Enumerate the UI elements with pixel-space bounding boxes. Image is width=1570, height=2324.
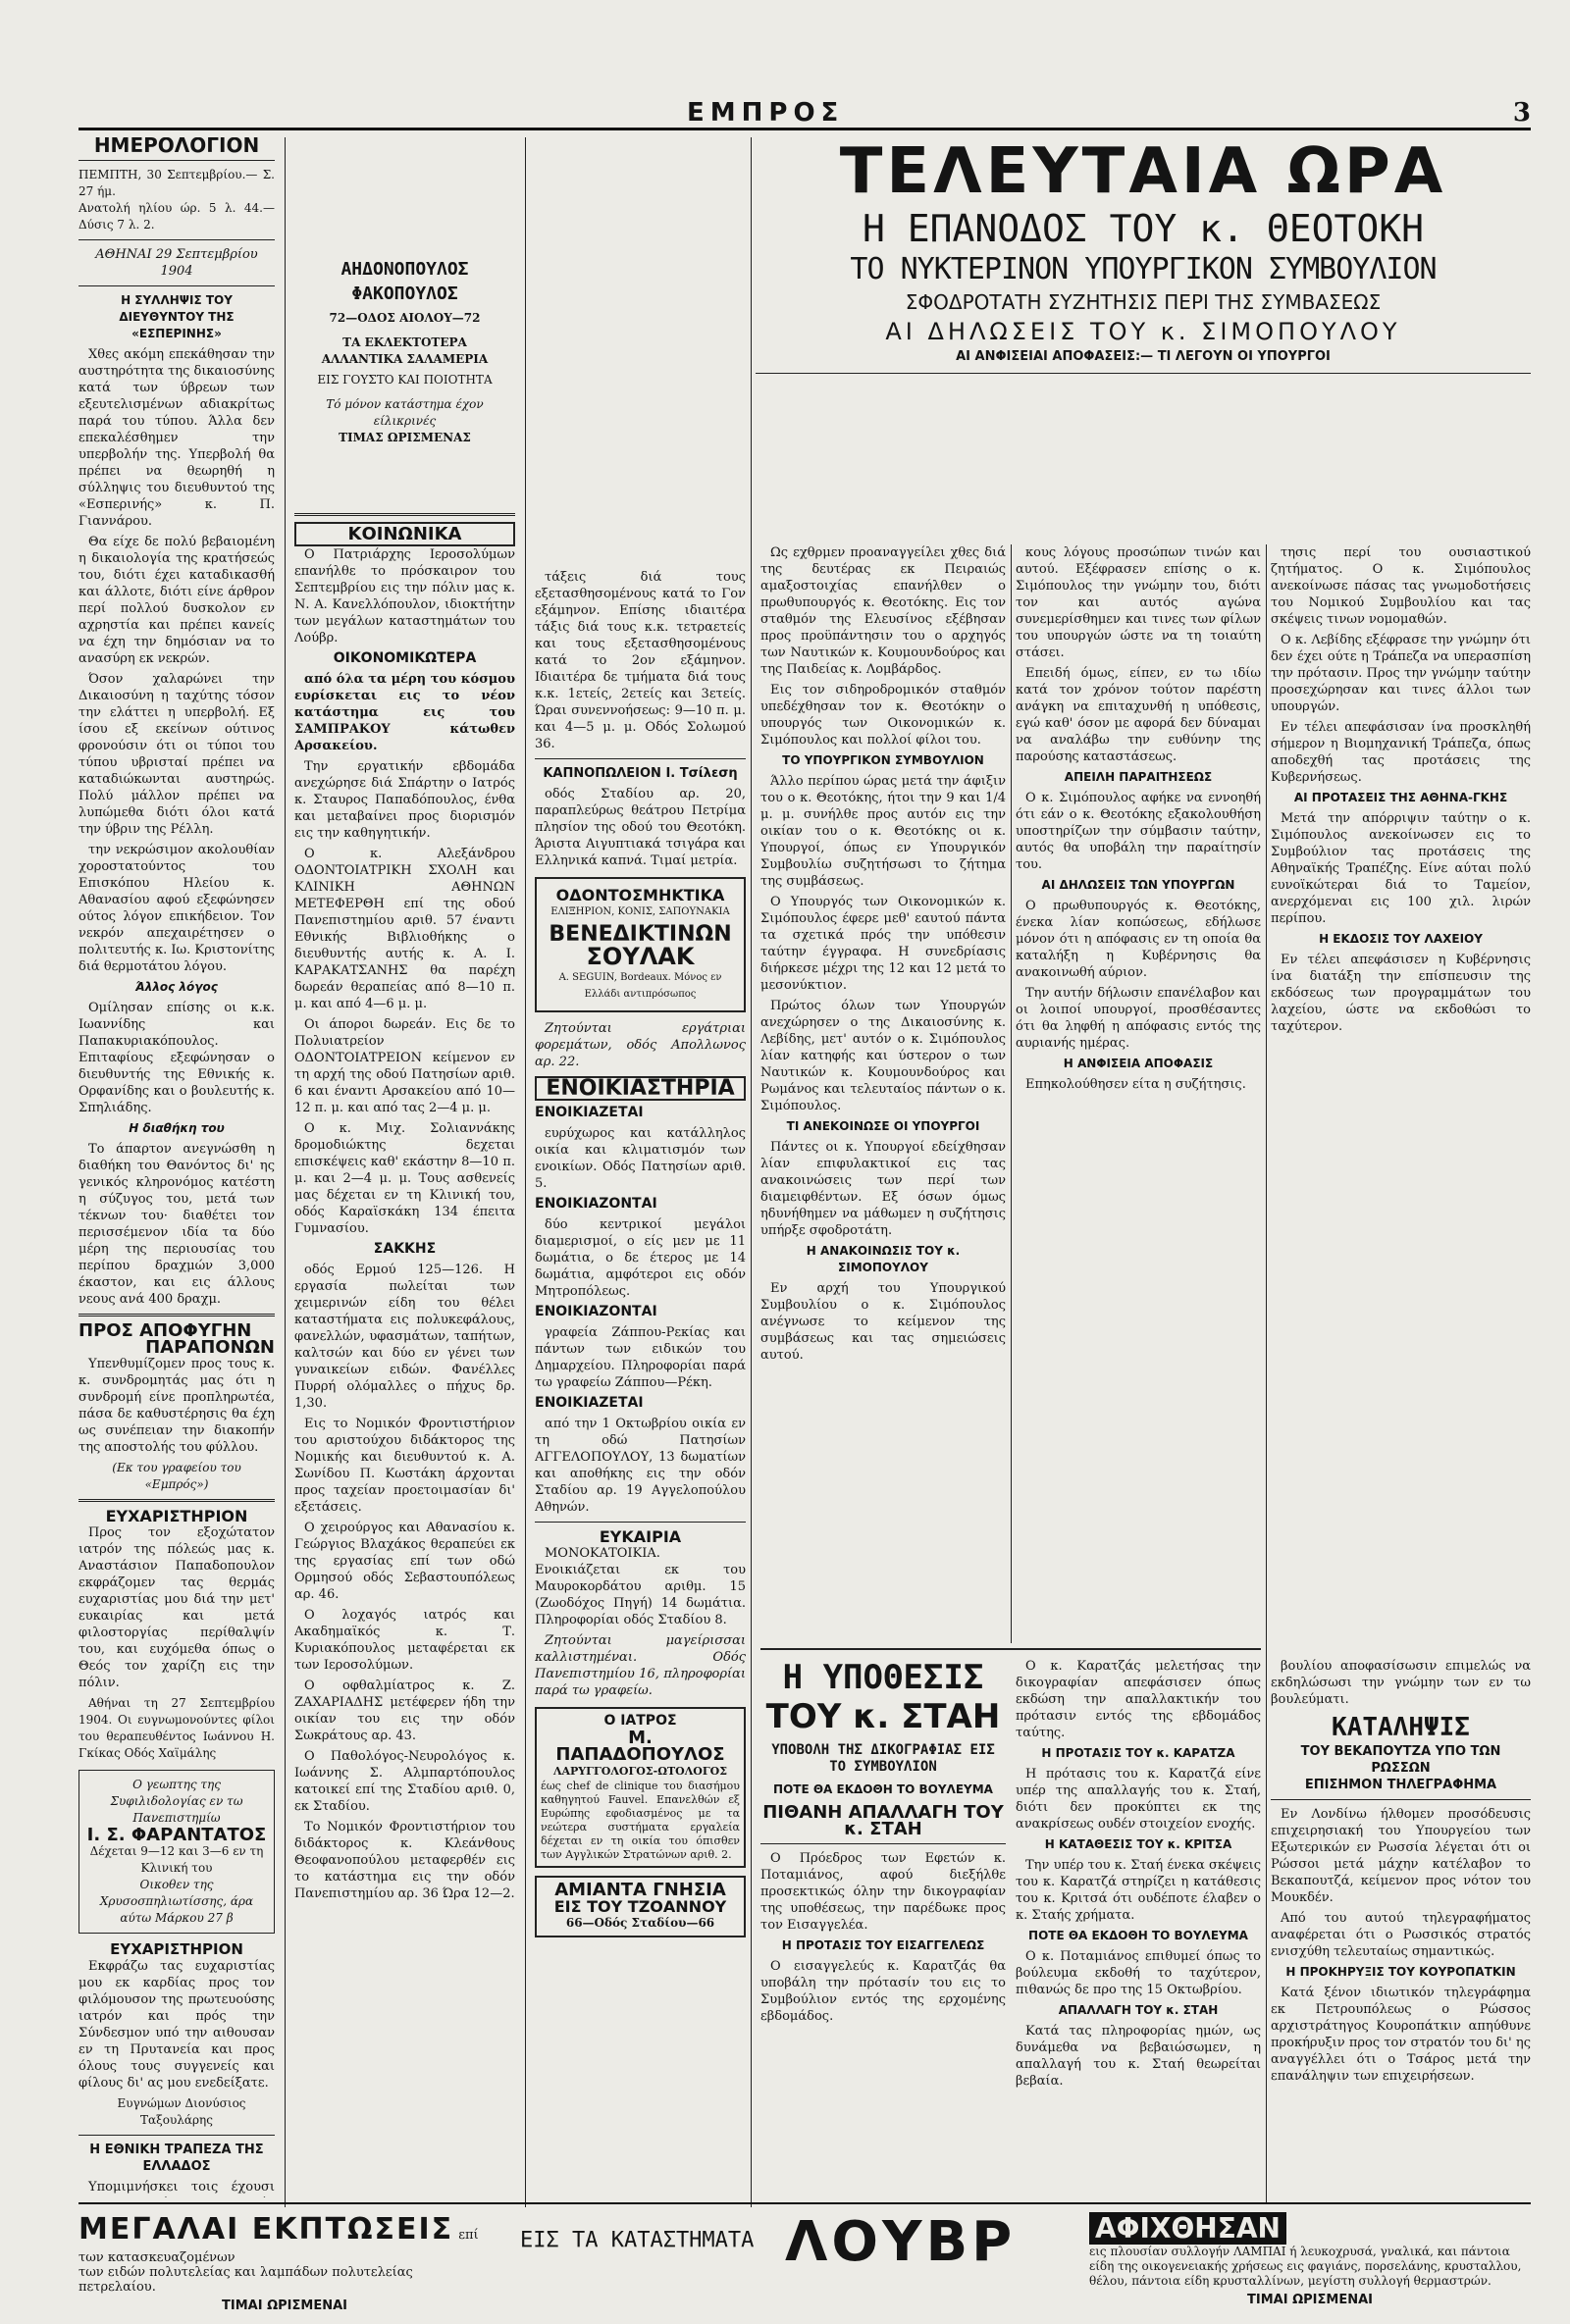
shop-line: ΤΑ ΕΚΛΕΚΤΟΤΕΡΑ ΑΛΛΑΝΤΙΚΑ ΣΑΛΑΜΕΡΙΑ	[321, 336, 489, 366]
article-1-p1: Χθες ακόμη επεκάθησαν την αυστηρότητα της δικαιοσύνης κατά των ύβρεων των εξευτελισμένων αδιακρίτως παρά του τύπου. Άλλα δεν επεκαλέσθημεν την υπερβολήν της. Υπερβολή θα πρέπει να θεωρηθή η σύλληψις του διευθυντού της «Εσπερινής» κ. Π. Γιαννάρου.	[78, 347, 275, 529]
r1-sub-3: Η ΑΝΑΚΟΙΝΩΣΙΣ ΤΟΥ κ. ΣΙΜΟΠΟΥΛΟΥ	[806, 1244, 961, 1274]
iatros-ad	[535, 1707, 746, 1868]
shop-price: ΤΙΜΑΣ ΩΡΙΣΜΕΝΑΣ	[339, 431, 471, 444]
koinonika-11: Ο οφθαλμίατρος κ. Ζ. ΖΑΧΑΡΙΑΔΗΣ μετέφερεν ήδη την οικίαν του εις την οδόν Σωκράτους αρ. 43.	[294, 1678, 515, 1743]
r3-p1: τησις περί του ουσιαστικού ζητήματος. Ο κ. Σιμόπουλος ανεκοίνωσε πάσας τας γνωμοδοτήσεις του Νομικού Συμβουλίου και τας σκέψεις τινων νομομαθών.	[1271, 545, 1531, 627]
stah-title-1: Η ΥΠΟΘΕΣΙΣ	[782, 1658, 984, 1697]
last-hour-header	[756, 137, 1531, 380]
stah-title-2: ΤΟΥ κ. ΣΤΑΗ	[765, 1697, 1001, 1736]
t2-p5: Κατά τας πληροφορίας ημών, ως δυνάμεθα να βεβαιώσωμεν, η απαλλαγή του κ. Σταή θεωρείται βεβαία.	[1016, 2024, 1261, 2089]
eucharistirion-2-sign: Ευγνώμων Διονύσιος Ταξουλάρης	[117, 2096, 246, 2127]
shop-sign-1: ΑΗΔΟΝΟΠΟΥΛΟΣ	[340, 259, 469, 280]
koinonika-3: Την εργατικήν εβδομάδα ανεχώρησε διά Σπάρτην ο Ιατρός κ. Σταυρος Παπαδόπουλος, ένθα και μεταβαίνει προς διορισμόν εις την καθηγητικήν.	[294, 759, 515, 841]
ekptoseis-side: επί των κατασκευαζομένων	[78, 2228, 479, 2265]
r1-p6: Πάντες οι κ. Υπουργοί εδείχθησαν λίαν επιφυλακτικοί εις τας ανακοινώσεις των περί των διαμειφθέντων. Εξ όσων όμως ηδυνήθημεν να μάθωμεν η συζήτησις υπήρξε σφοδροτάτη.	[760, 1140, 1006, 1238]
koinonika-12: Ο Παθολόγος-Νευρολόγος κ. Ιωάννης Σ. Αλμπαρτόπουλος κατοικεί επί της Σταδίου αριθ. 0, εκ Σταδίου.	[294, 1749, 515, 1814]
stah-column-1	[760, 1658, 1006, 2197]
shop-sign-2: ΦΑΚΟΠΟΥΛΟΣ	[351, 284, 458, 304]
enoikiastiria-2-body: δύο κεντρικοί μεγάλοι διαμερισμοί, ο είς μεν με 11 δωμάτια, ο δε έτερος με 14 δωμάτια, αμφότεροι εις οδόν Μητροπόλεως.	[535, 1217, 746, 1299]
koinonika-title: ΚΟΙΝΩΝΙΚΑ	[294, 522, 515, 546]
stah-p1: Ο Πρόεδρος των Εφετών κ. Ποταμιάνος, αφού διεξήλθε προσεκτικώς όλην την δικογραφίαν της υποθέσεως, την παρέδωκε προς τον Εισαγγελέα.	[760, 1851, 1006, 1933]
shop-address: 72—ΟΔΟΣ ΑΙΟΛΟΥ—72	[329, 311, 481, 325]
katalipsis-sub-2: ΕΠΙΣΗΜΟΝ ΤΗΛΕΓΡΑΦΗΜΑ	[1304, 1778, 1497, 1792]
headline-teleutaia-ora: ΤΕΛΕΥΤΑΙΑ ΩΡΑ	[839, 135, 1447, 208]
headline-syzitisis: ΣΦΟΔΡΟΤΑΤΗ ΣΥΖΗΤΗΣΙΣ ΠΕΡΙ ΤΗΣ ΣΥΜΒΑΣΕΩΣ	[905, 290, 1382, 314]
article-1-p2: Θα είχε δε πολύ βεβαιομένη η δικαιολογία της κρατήσεώς του, διότι έχει καταδικασθή και άλλοτε, διότι είνε άρθρον περί πολλού δυσκολον εν αχρηστία και πρέπει κανείς να έχη την δημόσιαν να το ανασύρη εκ νεκρών.	[78, 535, 275, 666]
r1-p4: Ο Υπουργός των Οικονομικών κ. Σιμόπουλος έφερε μεθ' εαυτού πάντα τα σχετικά πρός την υπόθεσιν ταύτην έγγραφα. Η συνεδρίασις διήρκεσε μέχρι της 12 και 12 μετά το μεσονύκτιον.	[760, 895, 1006, 993]
farantatos-hours: Δέχεται 9—12 και 3—6 εν τη Κλινική του	[89, 1844, 264, 1875]
shop-note: Τό μόνον κατάστημα έχον είλικρινές	[326, 397, 484, 428]
t3-p2: Εν Λονδίνω ήλθομεν προσόδευσις επιχειρησιακή του Υπουργείου των Εξωτερικών εν Ρωσσία λέγεται ότι οι Ρώσσοι μετά μάχην κατέλαβον το Βεκαπουτζά, κείμενον προς νότον του Μουκδέν.	[1271, 1807, 1531, 1905]
koinonika-4: Ο κ. Αλεξάνδρου ΟΔΟΝΤΟΙΑΤΡΙΚΗ ΣΧΟΛΗ και ΚΛΙΝΙΚΗ ΑΘΗΝΩΝ ΜΕΤΕΦΕΡΘΗ επί της οδού Πανεπιστημίου αριθ. 57 έναντι Εθνικής Βιβλιοθήκης ο διευθυντής αυτής κ. Α. Ι. ΚΑΡΑΚΑΤΣΑΝΗΣ θα παρέχη δωρεάν θεραπείας από 8—10 π. μ. και από 4—6 μ. μ.	[294, 847, 515, 1011]
headline-apofaseis: ΑΙ ΑΝΦΙΣΕΙΑΙ ΑΠΟΦΑΣΕΙΣ:— ΤΙ ΛΕΓΟΥΝ ΟΙ ΥΠΟΥΡΓΟΙ	[956, 349, 1331, 364]
article-1-title: Η ΣΥΛΛΗΨΙΣ ΤΟΥ ΔΙΕΥΘΥΝΤΟΥ ΤΗΣ «ΕΣΠΕΡΙΝΗΣ»	[119, 293, 235, 340]
amianta-address: 66—Οδός Σταδίου—66	[565, 1916, 715, 1930]
r2-p3: Ο κ. Σιμόπουλος αφήκε να εννοηθή ότι εάν ο κ. Θεοτόκης εξακολουθήση υποστηρίζων την σύμβασιν ταύτην, αυτός θα υποβάλη την παραίτησίν του.	[1016, 791, 1261, 872]
headline-symvoulion: ΤΟ ΝΥΚΤΕΡΙΝΟΝ ΥΠΟΥΡΓΙΚΟΝ ΣΥΜΒΟΥΛΙΟΝ	[850, 252, 1437, 286]
koinonika-6: Ο κ. Μιχ. Σολιαννάκης δρομοδιώκτης δεχεται επισκέψεις καθ' εκάστην 8—10 π. μ. και 2—4 μ. μ. Τους ασθενείς μας δέχεται εν τη Κλινική του, οδός Καραϊσκάκη 134 έπειτα Γυμνασίου.	[294, 1121, 515, 1236]
paraponon-body: Υπενθυμίζομεν προς τους κ. κ. συνδρομητάς μας ότι η συνδρομή είνε προπληρωτέα, πάσα δε καθυστέρησις θα έχη ως συνέπειαν την διακοπήν της αποστολής του φύλλου.	[78, 1357, 275, 1455]
koinonika-7: οδός Ερμού 125—126. Η εργασία πωλείται των χειμερινών είδη του θέλει καταστήματα εις πολυκεφάλους, φανελλών, υφασμάτων, ταπήτων, καλτσών και δύο εν γένει των γυναικείων ειδών. Φανέλλες Πυρρή ολόμαλλες ο πήχυς δρ. 1,30.	[294, 1263, 515, 1411]
koinonika-5: Οι άποροι δωρεάν. Εις δε το Πολυιατρείον ΟΔΟΝΤΟΙΑΤΡΕΙΟΝ κείμενον εν τη αρχή της οδού Πατησίων αριθ. 6 και έναντι Αρσακείου από 10—12 π. μ. και από τας 2—4 μ. μ.	[294, 1017, 515, 1115]
louvre-ad	[520, 2210, 1070, 2274]
city-date: ΑΘΗΝΑΙ 29 Σεπτεμβρίου 1904	[95, 247, 258, 279]
headline-epanodos: Η ΕΠΑΝΟΔΟΣ ΤΟΥ κ. ΘΕΟΤΟΚΗ	[863, 207, 1424, 250]
eukairia-title: ΕΥΚΑΙΡΙΑ	[599, 1527, 682, 1546]
prosapofygin-title: ΠΡΟΣ ΑΠΟΦΥΓΗΝ	[78, 1320, 252, 1341]
iatros-name: Μ. ΠΑΠΑΔΟΠΟΥΛΟΣ	[555, 1728, 725, 1765]
afichthisan-price: ΤΙΜΑΙ ΩΡΙΣΜΕΝΑΙ	[1247, 2293, 1373, 2307]
dental-ad-title: ΟΔΟΝΤΟΣΜΗΚΤΙΚΑ	[555, 886, 725, 904]
afichthisan-ad	[1089, 2212, 1531, 2307]
t3-p3: Από του αυτού τηλεγραφήματος αναφέρεται ότι ο Ρωσσικός στρατός ενισχύθη τελευταίως σημαντικώς.	[1271, 1911, 1531, 1959]
r1-p2: Εις τον σιδηροδρομικόν σταθμόν υπεδέχθησαν τον κ. Θεοτόκην ο υπουργός των Οικονομικών κ. Σιμόπουλος και πολλοί φίλοι του.	[760, 683, 1006, 748]
r3-p5: Εν τέλει απεφάσισεν η Κυβέρνησις ίνα διατάξη την επίσπευσιν της εκδόσεως των προγραμμάτων του λαχείου, ώστε να εκδοθώσι το ταχύτερον.	[1271, 953, 1531, 1034]
iatros-spec: ΛΑΡΥΓΓΟΛΟΓΟΣ-ΩΤΟΛΟΓΟΣ	[552, 1765, 728, 1778]
louvre-pre: ΕΙΣ ΤΑ ΚΑΤΑΣΤΗΜΑΤΑ	[520, 2228, 755, 2252]
headline-diloseis: ΑΙ ΔΗΛΩΣΕΙΣ ΤΟΥ κ. ΣΙΜΟΠΟΥΛΟΥ	[885, 318, 1401, 345]
r2-p4: Ο πρωθυπουργός κ. Θεοτόκης, ένεκα λίαν κοπώσεως, εδήλωσε μόνον ότι η απόφασις εν τη οποία θα καταλήξη η Κυβέρνησις θα ανακοινωθή αύριον.	[1016, 899, 1261, 980]
r1-sub-2: ΤΙ ΑΝΕΚΟΙΝΩΣΕ ΟΙ ΥΠΟΥΡΓΟΙ	[786, 1119, 980, 1133]
stah-p2: Ο εισαγγελεύς κ. Καρατζάς θα υποβάλη την πρότασίν του εις το Συμβούλιον εντός της ερχομένης εβδομάδος.	[760, 1959, 1006, 2024]
date-line-1: ΠΕΜΠΤΗ, 30 Σεπτεμβρίου.— Σ. 27 ήμ.	[78, 168, 275, 198]
eukairia-body: ΜΟΝΟΚΑΤΟΙΚΙΑ. Ενοικιάζεται εκ του Μαυροκορδάτου αριθμ. 15 (Ζωοδόχος Πηγή) 14 δωμάτια. Πληροφορίαι οδός Σταδίου 8.	[535, 1546, 746, 1627]
eucharistirion-2-body: Εκφράζω τας ευχαριστίας μου εκ καρδίας προς τον φιλόμουσον της πρωτευούσης ιατρόν και πρός την Σύνδεσμον υπό την αιθουσαν εν τη Πρυτανεία και προς όλους τους συγγενείς και φίλους δι' ας μου ενεδείξατε.	[78, 1959, 275, 2091]
stah-column-3	[1271, 1658, 1531, 2197]
newspaper-title: ΕΜΠΡΟΣ	[687, 98, 845, 128]
afichthisan-body: εις πλουσίαν συλλογήν ΛΑΜΠΑΙ ή λευκοχρυσά, γναλικά, και πάντοια είδη της οικογενειακής χρήσεως εις φαγιάνς, πορσελάνης, κρυσταλλου, θέλου, πάντοια είδη κρυσταλλίνων, μεγίστη συλλογή θερμαστρών.	[1089, 2245, 1522, 2288]
enoikiastiria-title: ΕΝΟΙΚΙΑΣΤΗΡΙΑ	[535, 1076, 746, 1101]
page-number: 3	[1512, 98, 1531, 128]
dental-ad-small: A. SEGUIN, Bordeaux. Μόνος εν Ελλάδι αντιπρόσωπος	[558, 972, 722, 1000]
shop-ad	[294, 253, 515, 454]
t2-p1: Ο κ. Καρατζάς μελετήσας την δικογραφίαν απεφάσισεν όπως εκδώση την απαλλακτικήν του πρότασιν εντός της εβδομάδος ταύτης.	[1016, 1659, 1261, 1740]
right-rule-1	[1011, 544, 1012, 1643]
r3-sub-2: Η ΕΚΔΟΣΙΣ ΤΟΥ ΛΑΧΕΙΟΥ	[1319, 932, 1483, 946]
enoikiastiria-4-title: ΕΝΟΙΚΙΑΖΕΤΑΙ	[535, 1395, 644, 1411]
allos-logos-title: Άλλος λόγος	[135, 980, 218, 994]
t2-sub-1: Η ΠΡΟΤΑΣΙΣ ΤΟΥ κ. ΚΑΡΑΤΖΑ	[1041, 1746, 1235, 1760]
farantatos-intro: Ο γεωπτης της Συφιλιδολογίας εν τω Πανεπιστημίω	[110, 1778, 243, 1825]
eucharistirion-1-title: ΕΥΧΑΡΙΣΤΗΡΙΟΝ	[105, 1507, 248, 1525]
right-column-1	[760, 544, 1006, 1643]
article-1-p3: Όσον χαλαρώνει την Δικαιοσύνη η ταχύτης τόσον την ελάττει η υπερβολή. Εξ ίσου εξ εκείνων ούτινος φρονούσιν ότι οι τύποι του τύπου υβρισταί πρέπει να καταδιώκωνται αυστηρώς. Πολύ μάλλον πρέπει να λυπώμεθα διότι όλοι κατά την ύβριν της Ρέλλη.	[78, 672, 275, 837]
r3-sub-1: ΑΙ ΠΡΟΤΑΣΕΙΣ ΤΗΣ ΑΘΗΝΑ-ΓΚΗΣ	[1293, 791, 1508, 804]
eucharistirion-1-sign: Αθήναι τη 27 Σεπτεμβρίου 1904. Οι ευγνωμονούντες φίλοι του θεραπευθέντος Ιωάννου Η. Γκίκας Οδός Χαϊμάλης	[78, 1696, 275, 1760]
t2-p3: Την υπέρ του κ. Σταή ένεκα σκέψεις του κ. Καρατζά στηρίζει η κατάθεσις του κ. Κριτσά ότι ουδέποτε έλαβεν ο κ. Σταής χρήματα.	[1016, 1858, 1261, 1923]
amianta-title: ΑΜΙΑΝΤΑ ΓΝΗΣΙΑ	[554, 1880, 726, 1900]
dental-ad	[535, 877, 746, 1012]
dental-ad-brand-2: ΣΟΥΛΑΚ	[586, 943, 695, 970]
r1-p1: Ως εχθρμεν προαναγγείλει χθες διά της δευτέρας εκ Πειραιώς αμαξοστοιχίας επανήλθεν ο πρωθυπουργός κ. Θεοτόκης. Εις τον σταθμόν της Ελευσίνος εξέβησαν προς προϋπάντησιν του ο αρχηγός των Ναυτικών κ. Κουμουνδούρος και της Παιδείας κ. Λομβάρδος.	[760, 545, 1006, 677]
paraponon-note: (Εκ του γραφείου του «Εμπρός»)	[112, 1461, 241, 1491]
louvre-title: ΛΟΥΒΡ	[785, 2210, 1017, 2274]
koinonika-8: Εις το Νομικόν Φροντιστήριον του αριστούχου διδάκτορος της Νομικής και διευθυντού κ. Α. Σωνίδου Π. Κωστάκη άρχονται προς ταχείαν προετοιμασίαν δι' εξετάσεις.	[294, 1417, 515, 1515]
stah-divider	[760, 1648, 1261, 1650]
t2-sub-4: ΑΠΑΛΛΑΓΗ ΤΟΥ κ. ΣΤΑΗ	[1058, 2003, 1219, 2017]
iatros-body: έως chef de clinique του διασήμου καθηγητού Fauvel. Επανελθών εξ Ευρώπης εφοδιασμένος με τα νεώτερα συστήματα εργαλεία δέχεται εν τη οικία του όπισθεν των Αγγλικών Στρατώνων αριθ. 2.	[541, 1780, 740, 1861]
column-rule-1	[285, 137, 286, 2207]
t2-p2: Η πρότασις του κ. Καρατζά είνε υπέρ της απαλλαγής του κ. Σταή, διότι δεν προκύπτει εκ της ανακρίσεως ουδέν στοιχείον ενοχής.	[1016, 1767, 1261, 1832]
afichthisan-title: ΑΦΙΧΘΗΣΑΝ	[1089, 2212, 1286, 2245]
column-rule-3	[751, 137, 752, 2207]
r3-p3: Εν τέλει απεφάσισαν ίνα προσκληθή σήμερον η Βιομηχανική Τράπεζα, όπως αποδεχθή τας προτάσεις της Κυβερνήσεως.	[1271, 720, 1531, 785]
r2-sub-3: Η ΑΝΦΙΣΕΙΑ ΑΠΟΦΑΣΙΣ	[1063, 1057, 1214, 1070]
katalipsis-sub: ΤΟΥ ΒΕΚΑΠΟΥΤΖΑ ΥΠΟ ΤΩΝ ΡΩΣΣΩΝ	[1300, 1744, 1501, 1776]
farantatos-ad	[78, 1770, 275, 1934]
r3-p4: Μετά την απόρριψιν ταύτην ο κ. Σιμόπουλος ανεκοίνωσεν εις το Συμβούλιον τας προτάσεις της Αθηναϊκής Τραπέζης. Είνε αύται πολύ ευνοϊκώτεραι διά το Ταμείον, ανερχόμεναι εις 100 χιλ. λιρών περίπου.	[1271, 811, 1531, 926]
enoikiastiria-1-body: ευρύχωρος και κατάλληλος οικία και κλιματισμόν των ενοικίων. Οδός Πατησίων αριθ. 5.	[535, 1126, 746, 1191]
r2-p1: κους λόγους προσώπων τινών και αυτού. Εξέφρασεν επίσης ο κ. Σιμόπουλος την γνώμην του, διότι τον και αυτός αγώνα συνεμερίσθημεν και τινες των φίλων του υπουργών ώστε να τη τοιαύτη στάσει.	[1016, 545, 1261, 660]
stah-column-2	[1016, 1658, 1261, 2197]
farantatos-address: Οικοθεν της Χρυσοσπηλιωτίσσης, άρα αύτω Μάρκου 27 β	[99, 1878, 254, 1925]
stah-sub-3: ΠΙΘΑΝΗ ΑΠΑΛΛΑΓΗ ΤΟΥ κ. ΣΤΑΗ	[762, 1802, 1004, 1839]
column-3-p1: τάξεις διά τους εξετασθησομένους κατά το Γον εξάμηνον. Επίσης ιδιαιτέρα τάξις διά τους κ.κ. τετραετείς και τους εξετασθησομένους κατά το 2ον εξάμηνον. Ιδιαιτέρα δε τμήματα διά τους κ.κ. 1ετείς, 2ετείς και 3ετείς. Ώραι συνεννοήσεως: 9—10 π. μ. και 4—5 μ. μ. Οδός Σολωμού 36.	[535, 570, 746, 751]
stah-p-sub-1: Η ΠΡΟΤΑΣΙΣ ΤΟΥ ΕΙΣΑΓΓΕΛΕΩΣ	[781, 1938, 985, 1952]
shop-line-2: ΕΙΣ ΓΟΥΣΤΟ ΚΑΙ ΠΟΙΟΤΗΤΑ	[317, 373, 493, 387]
amianta-sub: ΕΙΣ ΤΟΥ ΤΖΟΑΝΝΟΥ	[553, 1897, 727, 1916]
iatros-title: Ο ΙΑΤΡΟΣ	[603, 1713, 677, 1729]
ekptoseis-price: ΤΙΜΑΙ ΩΡΙΣΜΕΝΑΙ	[222, 2298, 347, 2313]
eucharistirion-1-body: Προς τον εξοχώτατον ιατρόν της πόλεώς μας κ. Αναστάσιον Παπαδοπουλον εκφράζομεν τας θερμάς ευχαριστίας μου διά την μετ' ευκαιρίας και μετά φιλοστοργίας περίθαλψίν του, και ευχόμεθα όπως ο Θεός τον χαρίζη εις την πόλιν.	[78, 1525, 275, 1690]
koinonika-7-title: ΣΑΚΚΗΣ	[373, 1241, 437, 1257]
koinonika-2: από όλα τα μέρη του κόσμου ευρίσκεται εις το νέον κατάστημα εις του ΣΑΜΠΡΑΚΟΥ κάτωθεν Αρσακείου.	[294, 672, 515, 753]
t2-p4: Ο κ. Ποταμιάνος επιθυμεί όπως το βούλευμα εκδοθή το ταχύτερον, πιθανώς δε προ της 15 Οκτωβρίου.	[1016, 1949, 1261, 1997]
enoikiastiria-3-title: ΕΝΟΙΚΙΑΖΟΝΤΑΙ	[535, 1304, 657, 1319]
dental-ad-note: Ζητούνται εργάτριαι φορεμάτων, οδός Απολλωνος αρ. 22.	[535, 1021, 746, 1069]
kapnopoleion-title: ΚΑΠΝΟΠΩΛΕΙΟΝ Ι. Τσίλεση	[543, 766, 738, 781]
enoikiastiria-2-title: ΕΝΟΙΚΙΑΖΟΝΤΑΙ	[535, 1196, 657, 1212]
right-column-3	[1271, 544, 1531, 1643]
masthead	[78, 98, 1531, 130]
t2-sub-2: Η ΚΑΤΑΘΕΣΙΣ ΤΟΥ κ. ΚΡΙΤΣΑ	[1044, 1837, 1232, 1851]
dental-ad-brand: ΒΕΝΕΔΙΚΤΙΝΩΝ	[549, 922, 732, 947]
koinonika-2-title: ΟΙΚΟΝΟΜΙΚΩΤΕΡΑ	[333, 650, 477, 666]
date-line-2: Ανατολή ηλίου ώρ. 5 λ. 44.— Δύσις 7 λ. 2.	[78, 201, 275, 232]
koinonika-10: Ο λοχαγός ιατρός και Ακαδημαϊκός κ. Τ. Κυριακόπουλος μεταφέρεται εκ των Ιεροσολύμων.	[294, 1608, 515, 1673]
eukairia-note: Ζητούνται μαγείρισσαι καλλιστημέναι. Οδός Πανεπιστημίου 16, πληροφορίαι παρά τω γραφείω.	[535, 1633, 746, 1698]
column-1	[78, 137, 275, 2197]
r3-p2: Ο κ. Λεβίδης εξέφρασε την γνώμην ότι δεν έχει ούτε η Τράπεζα να υπερασπίση την πρότασιν. Προς την γνώμην ταύτην προσεχώρησαν και τινες άλλοι των υπουργών.	[1271, 633, 1531, 714]
t3-sub-1: Η ΠΡΟΚΗΡΥΞΙΣ ΤΟΥ ΚΟΥΡΟΠΑΤΚΙΝ	[1285, 1965, 1516, 1979]
r1-sub-1: ΤΟ ΥΠΟΥΡΓΙΚΟΝ ΣΥΜΒΟΥΛΙΟΝ	[782, 753, 984, 767]
r2-p2: Επειδή όμως, είπεν, εν τω ιδίω κατά τον χρόνον τούτον παρέστη ανάγκη να επιταχυνθή η υπόθεσις, εγώ καθ' όσον με αφορά δεν δύναμαι να αναλάβω την ευθύνην της παρούσης καταστάσεως.	[1016, 666, 1261, 764]
ekptoseis-ad	[78, 2212, 491, 2313]
ekptoseis-line: των ειδών πολυτελείας και λαμπάδων πολυτελείας πετρελαίου.	[78, 2265, 413, 2295]
koinonika-13: Το Νομικόν Φροντιστήριον του διδάκτορος κ. Κλεάνθους Θεοφανοπούλου μεταφερθέν εις το κατάστημα εις την οδόν Πανεπιστημίου αρ. 36 Ώρα 12—2.	[294, 1820, 515, 1901]
r2-p6: Επηκολούθησεν είτα η συζήτησις.	[1025, 1077, 1246, 1092]
column-3	[535, 137, 746, 2197]
right-rule-2	[1266, 544, 1267, 2202]
t2-sub-3: ΠΟΤΕ ΘΑ ΕΚΔΟΘΗ ΤΟ ΒΟΥΛΕΥΜΑ	[1028, 1929, 1248, 1942]
dental-ad-sub: ΕΛΙΞΗΡΙΟΝ, ΚΟΝΙΣ, ΣΑΠΟΥΝΑΚΙΑ	[550, 906, 730, 917]
bank-body: Υπομιμνήσκει τοις έχουσι	[88, 2180, 275, 2195]
amianta-ad	[535, 1876, 746, 1937]
r1-p5: Πρώτος όλων των Υπουργών ανεχώρησεν ο της Δικαιοσύνης κ. Λεβίδης, μετ' αυτόν ο κ. Σιμόπουλος λίαν κατηφής και ύστερον ο των Ναυτικών κ. Κουμουνδούρος και Ρωμάνος και τελευταίος πάντων ο κ. Σιμόπουλος.	[760, 999, 1006, 1113]
koinonika-1: Ο Πατριάρχης Ιεροσολύμων επανήλθε το πρόσκαιρον του Σεπτεμβρίου εις την πόλιν μας κ. Ν. Α. Κανελλόπουλον, ιδιοκτήτην των μεγάλων καταστημάτων του Λούβρ.	[294, 547, 515, 646]
diathiki-title: Η διαθήκη του	[129, 1121, 225, 1135]
r1-p3: Άλλο περίπου ώρας μετά την άφιξιν του ο κ. Θεοτόκης, ήτοι την 9 και 1/4 μ. μ. συνήλθε προς αυτόν εις την οικίαν του ο κ. Θεοτόκης οι κ. Υπουργοί, όπως εν Υπουργικόν Συμβουλίω συζητήσωσι το ζήτημα της συμβάσεως.	[760, 774, 1006, 889]
article-1-p4: την νεκρώσιμον ακολουθίαν χοροστατούντος του Επισκόπου Ηλείου κ. Αθανασίου αφού εξεφώνησεν ούτος λόγον επικήδειον. Τον νεκρόν απεχαιρέτησεν ο πολιτευτής κ. Ιω. Κριστονίτης διά θερμοτάτου λόγου.	[78, 843, 275, 974]
r2-sub-1: ΑΠΕΙΛΗ ΠΑΡΑΙΤΗΣΕΩΣ	[1064, 770, 1213, 784]
right-column-2	[1016, 544, 1261, 1643]
enoikiastiria-3-body: γραφεία Ζάππου-Ρεκίας και πάντων των ειδικών του Δημαρχείου. Πληροφορίαι παρά τω γραφείω Ζάππου—Ρέκη.	[535, 1325, 746, 1390]
koinonika-9: Ο χειρούργος και Αθανασίου κ. Γεώργιος Βλαχάκος θεραπεύει εκ της εργασίας επί των οδώ Ορμησού οδός Σεβαστουπόλεως αρ. 46.	[294, 1521, 515, 1602]
stah-sub-2: ΠΟΤΕ ΘΑ ΕΚΔΟΘΗ ΤΟ ΒΟΥΛΕΥΜΑ	[773, 1782, 993, 1796]
diathiki-body: Το άπαρτον ανεγνώσθη η διαθήκη του Θανόντος δι' ης γενικός κληρονόμος κατέστη η σύζυγος του, μετά των τέκνων του· διαθέτει τον περισσέμενον ιδία τα δύο μέρη της περιουσίας του περίπου δραχμών 3,000 έκαστον, και εις άλλους νεους ανά 400 δραχμ.	[78, 1142, 275, 1307]
r2-p5: Την αυτήν δήλωσιν επανέλαβον και οι λοιποί υπουργοί, προσθέσαντες ότι θα ληφθή η απόφασις εντός της αυριανής ημέρας.	[1016, 986, 1261, 1051]
farantatos-name: Ι. Σ. ΦΑΡΑΝΤΑΤΟΣ	[86, 1825, 267, 1845]
paraponon-title: ΠΑΡΑΠΟΝΩΝ	[145, 1337, 275, 1358]
bank-title: Η ΕΘΝΙΚΗ ΤΡΑΠΕΖΑ ΤΗΣ ΕΛΛΑΔΟΣ	[89, 2143, 264, 2174]
t3-p4: Κατά ξένον ιδιωτικόν τηλεγράφημα εκ Πετρουπόλεως ο Ρώσσος αρχιστράτηγος Κουροπάτκιν απηύθυνε προκήρυξιν προς τον στρατόν του δι' ης αναγγέλλει ότι ο Τσάρος μετά την επανάληψιν των επιχειρήσεων.	[1271, 1986, 1531, 2084]
column-2	[294, 137, 515, 2197]
stah-sub-1: ΥΠΟΒΟΛΗ ΤΗΣ ΔΙΚΟΓΡΑΦΙΑΣ ΕΙΣ ΤΟ ΣΥΜΒΟΥΛΙΟΝ	[771, 1742, 995, 1775]
column-rule-2	[525, 137, 526, 2207]
bottom-ads	[78, 2202, 1531, 2313]
ekptoseis-title: ΜΕΓΑΛΑΙ ΕΚΠΤΩΣΕΙΣ	[78, 2212, 454, 2247]
eucharistirion-2-title: ΕΥΧΑΡΙΣΤΗΡΙΟΝ	[110, 1940, 243, 1958]
enoikiastiria-1-title: ΕΝΟΙΚΙΑΖΕΤΑΙ	[535, 1105, 644, 1120]
r1-p7: Εν αρχή του Υπουργικού Συμβουλίου ο κ. Σιμόπουλος ανέγνωσε το κείμενον της συμβάσεως και τας σημειώσεις αυτού.	[760, 1281, 1006, 1363]
enoikiastiria-4-body: από την 1 Οκτωβρίου οικία εν τη οδώ Πατησίων ΑΓΓΕΛΟΠΟΥΛΟΥ, 13 δωματίων και αποθήκης εις την οδόν Σταδίου αρ. 19 Αγγελοπούλου Αθηνών.	[535, 1417, 746, 1515]
katalipsis-title: ΚΑΤΑΛΗΨΙΣ	[1332, 1713, 1470, 1742]
calendar-header: ΗΜΕΡΟΛΟΓΙΟΝ	[93, 137, 260, 157]
allos-logos-body: Ομίλησαν επίσης οι κ.κ. Ιωαννίδης και Παπακυριακόπουλος. Επιταφίους εξεφώνησαν ο διευθυντής της Εθνικής κ. Ορφανίδης και ο βουλευτής κ. Σπηλιάδης.	[78, 1001, 275, 1115]
t3-p1: βουλίου αποφασίσωσιν επιμελώς να εκδηλώσωσι την γνώμην των εν τω βουλεύματι.	[1271, 1659, 1531, 1707]
r2-sub-2: ΑΙ ΔΗΛΩΣΕΙΣ ΤΩΝ ΥΠΟΥΡΓΩΝ	[1041, 878, 1235, 892]
kapnopoleion-body: οδός Σταδίου αρ. 20, παραπλεύρως θεάτρου Πετρίμα πλησίον της οδού του Θεοτόκη. Άριστα Αιγυπτιακά τσιγάρα και Ελληνικά καπνά. Τιμαί μετρία.	[535, 787, 746, 868]
